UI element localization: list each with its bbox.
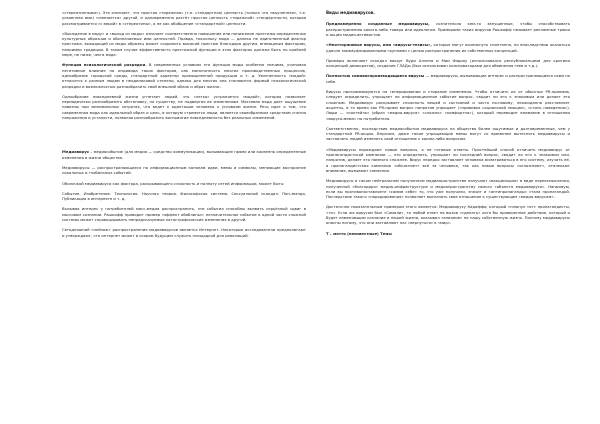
paragraph-text: В современных условиях эта функция моды особенно значима, учитывая негативное влияние на индивида таких факторов, как монотонность многих производственных процессов, однообразие городской среды, стандартный характер промышленной продукции и т. д. Увлеченность «модой» относится к разным людям в неодинаковой степени, однако для многих она становится формой психологической разрядки и возможностью разнообразить свой внешний облик и образ жизни. — [62, 62, 306, 89]
paragraph: Сегодняшний «пейзаж» распространения медиавирусов является Интернет. Некоторые исследователи предполагают и утверждают, что интернет может в скором будущем служить площадкой для революций. — [62, 227, 306, 238]
paragraph — [326, 21, 570, 37]
term: Полностью самовоспроизводящиеся вирусы — [326, 73, 425, 79]
paragraph: Соответственно, последствия медиасобытия медиавируса на общество более ощутимые и долговременные, чем у стандартной PR-акции. Впрочем, даже такие упрощающие мемы могут со временем вытеснять медиавирусы и заставлять людей изменить свой отношение к каким-либо вопросам. — [326, 125, 570, 142]
paragraph: Оболочкой медиавируса как фактора, раскрывающего сложность и полноту сетей информации, может быть: — [62, 180, 285, 186]
paragraph: Однообразие повседневной жизни угнетает людей, что «легко» устраняется «модой», которая позволяет периодически разнообразить обстановку, по существу, не подвергая ее изменениям. Массовая мода дает ощущение новизны при минимальных затратах, что ведет к адаптации человека к условиям жизни. Речь идет о том, что современная мода как идеальный образ и цель, в которую стремятся люди, является своеобразным средством снятия напряжения и усталости, позволяя разнообразить восприятие повседневности без реальных изменений. — [62, 93, 306, 121]
paragraph: Примеры включают скандал вокруг Вуди Аллена и Мии Фэрроу (использовался республиканцами для критики концепций демократов), создание ГЛАДы (был использован консерваторами для обвинения геев и т.д.). — [326, 57, 570, 69]
term: Медиавирус — [62, 149, 90, 155]
paragraph — [326, 42, 570, 53]
term: Функция психологической разрядки. — [62, 62, 147, 68]
footer-term: Т – мотто (неизвестные) Темы — [326, 230, 392, 236]
paragraph: «Вхождение в моду» и «выход из моды» означает соответственно повышение или понижение престижа определенных культурных образцов и обозначаемых ими ценностей. Правда, поскольку мода — далеко не единственный фактор престижа, выходящий из моды образец может сохранить высокий престиж благодаря другим, внемодным факторам, например традиции. В таком случае эффективность престижной функции в этих факторах должна быть по крайней мере, не ниже, чем в моде. — [62, 30, 306, 58]
paragraph: Достаточно показательным примером этого является: Медиавирусу Кадаффи, который «плюнул тот» пропагандисты, «то». Если же вирусом был «Сомали», то любой ответ на вызов «сделать» хотя бы проверенное действие, который и будет изменяющим сознание в нашей жизни, оказывал «влияние» на нашу собственную жизнь. Поэтому медиавирусы опасны потому, что они заставляют нас «вернуться» в «мир». — [326, 204, 570, 226]
paragraph-text: сознательно кем-то запущенные, чтобы способствовать распространению какого-либо товара или идеологии. Примерами таких вирусов Рашкофф называет рекламные трюки и акции медиа-активистов. — [326, 21, 570, 37]
paragraph — [326, 73, 570, 84]
paragraph-text: которые могут возникнуть спонтанно, но впоследствии оказаться удачно закамуфлированными группами с целью распространения их собственных концепций. — [326, 42, 570, 53]
paragraph: Вызывая интерес у потребителей масс-медиа распространить, эти события способны вызвать серьёзный сдвиг в массовом сознании. Рашкофф приводит пример «эффект обаблины»: незначительное событие в одной части сложной системы может спровоцировать непредсказуемые катастрофические изменения в другой. — [62, 206, 306, 223]
paragraph: Вирусы программируются на генерировании и стирание изменения. Чтобы отличить их от обычных PR-приемов, следует определить, упрощает ли информационное событие вопрос, сводит ли его к знакомым или делает его сложным. Медиавирус раскрывает сложность вещей и состояний и часто по-новому, неожиданно расставляет акценты, в то время как PR-прием вопрос напротив упрощает («прививка социальной эмоции», «стиль поведения»). Люди — «коктейль» (образ «медиа-вируса» «сложно» «комфортно»), который переводит внимание в отношении «вируса-мема» на потребителя. — [326, 89, 570, 121]
paragraph: «стереотипными»). Это означает, что простая «тиражная» (т.е. стандартная) ценность (только что «выученная», т.е. усвоенная ими) «сменяется» другой, и одновременно растёт простая ценность «тиражной» стандартности, которая рассматривается «с верой» в «стереотипы», а не как обобщение «стандартной» ценности. — [62, 10, 306, 26]
left-column — [62, 10, 306, 418]
paragraph: Событие. Изобретение. Технология. Научная теория. Философская система. Сексуальный скандал. Поп-звезда. Публикация в интернете и т. д. — [62, 190, 306, 202]
paragraph: Медиавирусы в таком нейтральном полученном медиапространстве получают «вакцинацию» в виде переосмысления, полученной «благодаря» медиа-инфраструктуре и медиапространству самого «объекта медиавируса». Напрямую, если вы противопоставляете «самим себе» то, что уже получили, значит и «антипропаганды» стала пропагандой. Последствие такого «пародирования» позволяет высказать свое отношение к существующим «медиа-вирусам». — [326, 178, 570, 200]
right-column — [326, 10, 570, 418]
term: «Неотторжимые вирусы, или «вирусы-тезисы», — [326, 42, 432, 48]
paragraph: Медиавирусы — распространяющиеся по информационным каналам идеи, мемы и символы, меняющие восприятие локальных и глобальных событий. — [62, 164, 306, 176]
paragraph — [62, 149, 306, 160]
paragraph-text: – медиасобытие (для медиа — средство коммуникации), вызывающее прямо или косвенно определенные изменения в жизни общества. — [62, 149, 306, 160]
paragraph: «Медиавирусы порождают новые вопросы, а не готовые ответы. Простейший способ отличить медиавирус от пропагандистской кампании — это определить, упрощает ли последний вопрос, сводит ли его к знакомым или, напротив, делает его намного сложнее. Вирус нередко заставляет человека всматриваться в его систему, изучать её, а пропагандистская кампания «объясняет» всё за человека, так как новые вопросы «осложняют», отвлекают внимание, вызывают сомнения. — [326, 146, 570, 173]
term: Преднамеренно созданные медиавирусы, — [326, 21, 430, 27]
section-heading: Виды медиавирусов. — [326, 10, 375, 15]
paragraph — [62, 62, 306, 88]
paragraph-text: — медиавирусы, вызывающие интерес и распространяющиеся сами по себе. — [326, 73, 570, 84]
